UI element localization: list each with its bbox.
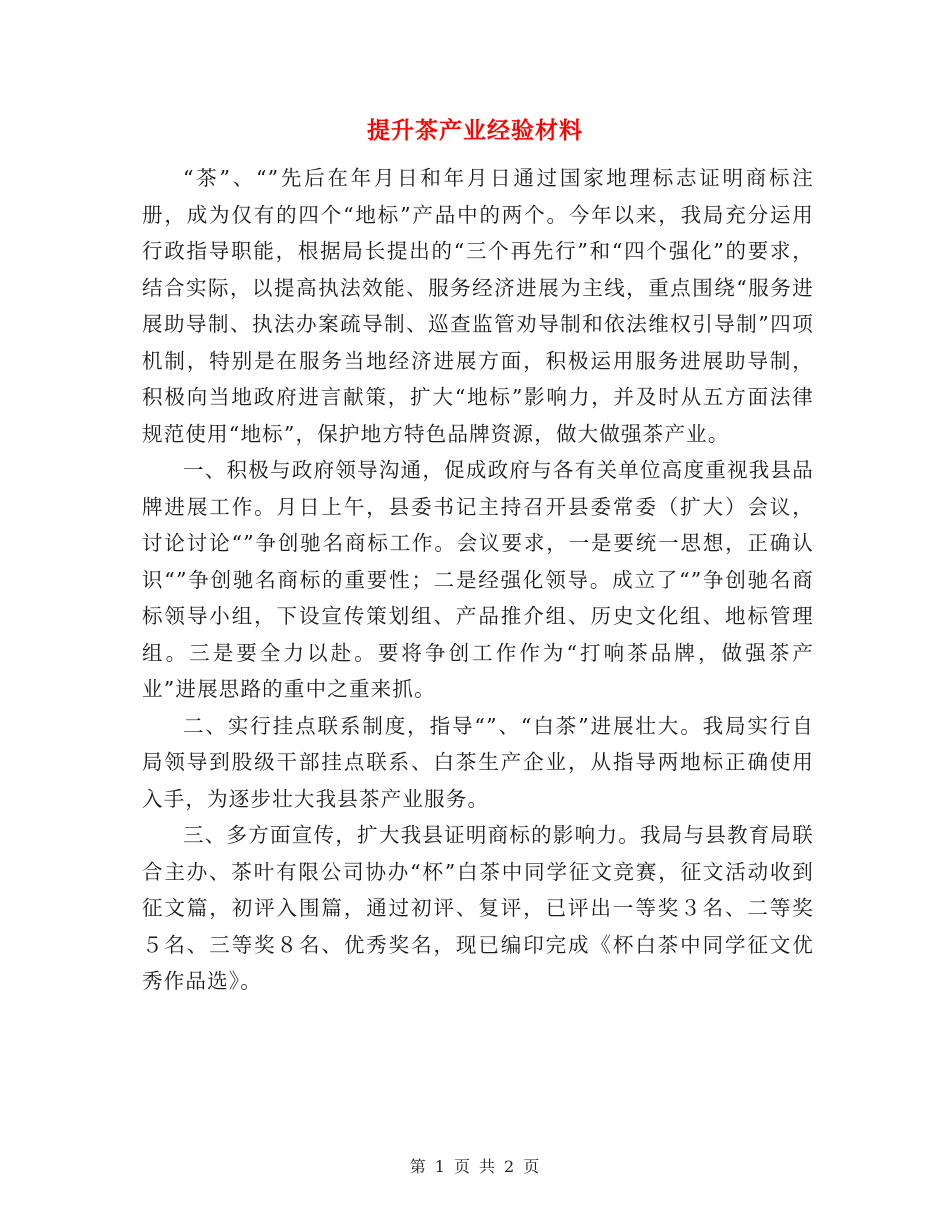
page-footer xyxy=(0,1154,950,1177)
footer-page-unit: 页 xyxy=(453,1157,471,1176)
document-body xyxy=(142,160,814,1000)
footer-total-prefix: 共 xyxy=(479,1157,497,1176)
footer-current-page: 1 xyxy=(434,1157,446,1176)
paragraph-section-3: 三、多方面宣传，扩大我县证明商标的影响力。我局与县教育局联合主办、茶叶有限公司协办“杯”白茶中同学征文竞赛，征文活动收到征文篇，初评入围篇，通过初评、复评，已评出一等奖３名、二等奖５名、三等奖８名、优秀奖名，现已编印完成《杯白茶中同学征文优秀作品选》。 xyxy=(142,823,814,993)
footer-suffix: 页 xyxy=(523,1157,541,1176)
footer-prefix: 第 xyxy=(409,1157,427,1176)
paragraph-section-1: 一、积极与政府领导沟通，促成政府与各有关单位高度重视我县品牌进展工作。月日上午，县委书记主持召开县委常委（扩大）会议，讨论讨论“”争创驰名商标工作。会议要求，一是要统一思想，正确认识“”争创驰名商标的重要性；二是经强化领导。成立了“”争创驰名商标领导小组，下设宣传策划组、产品推介组、历史文化组、地标管理组。三是要全力以赴。要将争创工作作为“打响茶品牌，做强茶产业”进展思路的重中之重来抓。 xyxy=(142,458,814,701)
paragraph-intro: “茶”、“”先后在年月日和年月日通过国家地理标志证明商标注册，成为仅有的四个“地标”产品中的两个。今年以来，我局充分运用行政指导职能，根据局长提出的“三个再先行”和“四个强化”的要求，结合实际，以提高执法效能、服务经济进展为主线，重点围绕“服务进展助导制、执法办案疏导制、巡查监管劝导制和依法维权引导制”四项机制，特别是在服务当地经济进展方面，积极运用服务进展助导制，积极向当地政府进言献策，扩大“地标”影响力，并及时从五方面法律规范使用“地标”，保护地方特色品牌资源，做大做强茶产业。 xyxy=(142,166,814,446)
footer-total-pages: 2 xyxy=(504,1157,516,1176)
document-title: 提升茶产业经验材料 xyxy=(367,117,583,144)
paragraph-section-2: 二、实行挂点联系制度，指导“”、“白茶”进展壮大。我局实行自局领导到股级干部挂点联系、白茶生产企业，从指导两地标正确使用入手，为逐步壮大我县茶产业服务。 xyxy=(142,713,814,811)
